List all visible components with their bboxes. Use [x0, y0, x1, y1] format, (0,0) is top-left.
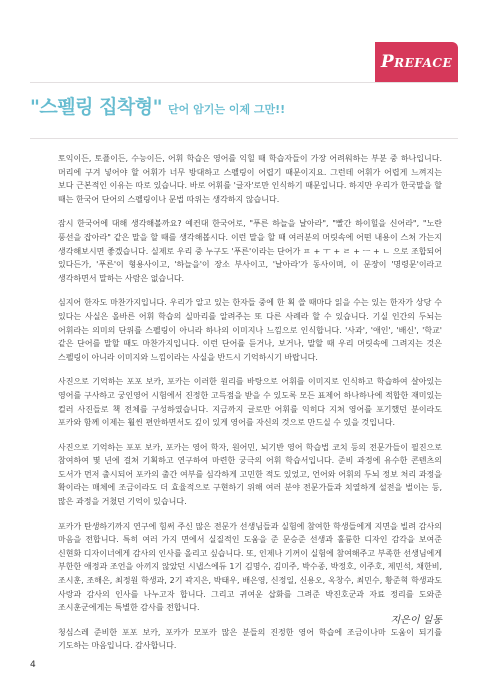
preface-badge-rest: REFACE	[394, 56, 453, 70]
paragraph-5: 사진으로 기억하는 포포 보카, 포카는 영어 학자, 원어민, 뇌기반 영어 학습법 코치 등의 전문가들이 필진으로 참여하여 몇 년에 걸쳐 기획하고 연구하여 마련한 궁극의 어휘 학습서입니다. 준비 과정에 유수한 콘텐츠의 도서가 먼저 출시되어 포카의 출간 여부를 심각하게 고민한 적도 있었고, 언어와 어휘의 두뇌 정보 처리 과정을 확이라는 매체에 조금이라도 더 효율적으로 구현하기 위해 여러 분야 전문가들과 치열하게 설전을 벌이는 등, 많은 과정을 거쳤던 기억이 있습니다.	[58, 442, 442, 507]
headline-main: "스펠링 집착형"	[30, 96, 163, 118]
preface-badge-text	[381, 52, 452, 72]
paragraph-4: 사진으로 기억하는 포포 보카, 포카는 이러한 원리를 바탕으로 어휘를 이미지로 인식하고 학습하여 살아있는 영어를 구사하고 궁인영어 시험에서 진정한 고득점을 받을 수 있도록 모든 표제어 하나하나에 적합한 재미있는 컬러 사진들로 책 전체를 구성하였습니다. 지금까지 글로만 어휘를 익히다 지쳐 영어를 포기했던 분이라도 포카와 함께 이제는 훨씬 편안하면서도 깊이 있게 영어를 자신의 것으로 만드실 수 있을 것입니다.	[58, 377, 442, 428]
preface-badge-initial: P	[380, 52, 395, 72]
headline-sub: 단어 암기는 이제 그만!!	[168, 103, 286, 116]
page-headline	[30, 92, 285, 122]
header-bottom-rule	[30, 138, 458, 139]
paragraph-3: 심지어 한자도 마찬가지입니다. 우리가 알고 있는 한자들 중에 한 획 쓸 때마다 읽을 수는 있는 한자가 상당 수 있다는 사실은 올바른 어휘 학습의 실마리를 알려주는 또 다른 사례라 할 수 있습니다. 기실 인간의 두뇌는 어휘라는 의미의 단위를 스펠링이 아니라 하나의 이미지나 느낌으로 인식합니다. '사과', '애인', '배신', '학교' 같은 단어를 말할 때도 마찬가지입니다. 이런 단어를 듣거나, 보거나, 말할 때 우리 머릿속에 그려지는 것은 스펠링이 아니라 이미지와 느낌이라는 사실을 반드시 기억하시기 바랍니다.	[58, 298, 442, 362]
paragraph-2: 잠시 한국어에 대해 생각해볼까요? 예컨대 한국어로, "푸른 하늘을 날아라", "빨간 하이힐을 신어라", "노란 풍선을 잡아라" 같은 말을 할 때를 생각해봅시다. 이런 말을 할 때 여러분의 머릿속에 어떤 내용이 스쳐 가는지 생각해보시면 좋겠습니다. 실제로 우리 중 누구도 '푸른'이라는 단어가 ㅍ + ㅜ + ㄹ + ㅡ + ㄴ 으로 조합되어 있다든가, '푸른'이 형용사이고, '하늘을'이 장소 부사이고, '날아라'가 동사이며, 이 문장이 '명령문'이라고 생각하면서 말하는 사람은 없습니다.	[58, 219, 442, 283]
preface-body	[58, 152, 442, 664]
paragraph-7: 청심스레 준비한 포포 보카, 포카가 모포카 많은 분들의 진정한 영어 학습에 조금이나마 도움이 되기를 기도하는 마음입니다. 감사합니다.	[58, 627, 442, 651]
header-top-rule	[30, 82, 458, 83]
preface-badge	[375, 42, 458, 82]
author-signature: 지은이 일동	[390, 615, 442, 626]
paragraph-1: 토익이든, 토플이든, 수능이든, 어휘 학습은 영어를 익힐 때 학습자들이 가장 어려워하는 부분 중 하나입니다. 머리에 구겨 넣어야 할 어휘가 너무 방대하고 스펠링이 어렵기 때문이지요. 그런데 어휘가 어렵게 느껴지는 보다 근본적인 이유는 따로 있습니다. 바로 어휘를 '글자'로만 인식하기 때문입니다. 하지만 우리가 한국말을 할 때는 한국어 단어의 스펠링이나 문법 따위는 생각하지 않습니다.	[58, 154, 442, 204]
page-number: 4	[30, 660, 36, 670]
paragraph-6: 포카가 탄생하기까지 연구에 힘써 주신 많은 전문가 선생님들과 실험에 참여한 학생들에게 지면을 빌려 감사의 마음을 전합니다. 특히 여러 가지 면에서 실질적인 도움을 준 문승준 선생과 훌륭한 디자인 감각을 보여준 신현화 디자이너에게 감사의 인사를 올리고 싶습니다. 또, 인제나 기꺼이 실험에 참여해주고 부족한 선생님에게 부한한 애정과 조언을 아끼지 않았던 시냅스에듀 1기 김명수, 김미주, 박수종, 박정호, 이주호, 제민석, 채한비, 조시훈, 조해은, 최정원 학생과, 2기 곽지은, 박태우, 배은영, 신정일, 신용오, 옥창수, 최민수, 황준혁 학생과도 사랑과 감사의 인사를 나누고자 합니다. 그리고 귀여운 삽화를 그려준 박진호군과 자료 정리를 도와준 조시훈군에게는 특별한 감사를 전합니다.	[58, 521, 442, 613]
